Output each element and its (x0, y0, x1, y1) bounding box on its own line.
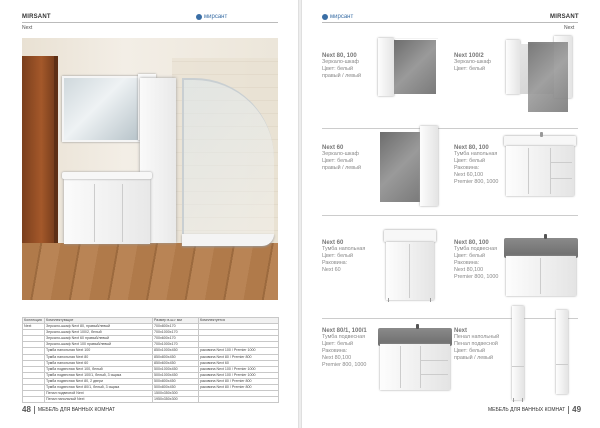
table-cell: раковина Next 100 / Premier 1000 (199, 366, 279, 372)
product-card (322, 145, 361, 172)
table-cell: 1950х350х300 (153, 397, 199, 403)
table-cell: раковина Next 80 / Premier 800 (199, 354, 279, 360)
table-cell: Пенал подвесной Next (45, 391, 153, 397)
product-desc: Next 80,100 (454, 267, 484, 273)
product-desc: Next 60 (322, 267, 341, 273)
logo-icon (196, 14, 202, 20)
table-cell (199, 397, 279, 403)
table-cell: 700х600х170 (153, 336, 199, 342)
table-cell: Зеркало-шкаф Next 60 правый/левый (45, 336, 153, 342)
table-cell: раковина Next 80 / Premier 800 (199, 378, 279, 384)
table-cell: Тумба подвесная Next 100/1, белый, 3 ящика (45, 372, 153, 378)
product-desc: Пенал подвесной (454, 341, 498, 347)
table-cell: 500х1000х450 (153, 366, 199, 372)
product-desc: Тумба подвесная (454, 246, 498, 252)
product-desc: Раковина: (454, 260, 480, 266)
table-cell: Тумба подвесная Next 100, белый (45, 366, 153, 372)
product-desc: Цвет: белый (454, 348, 485, 354)
table-cell: Тумба подвесная Next 80, 2 двери (45, 378, 153, 384)
product-desc: Premier 800, 1000 (454, 274, 499, 280)
table-cell: 700х800х170 (153, 324, 199, 330)
product-desc: Premier 800, 1000 (454, 179, 499, 185)
table-cell: 850х1000х450 (153, 348, 199, 354)
product-desc: Раковина: (322, 348, 348, 354)
table-header: Комплектующие (45, 318, 153, 324)
product-card (454, 240, 498, 281)
product-name: Next 100/2 (454, 53, 484, 59)
product-name: Next 80, 100 (454, 240, 489, 246)
spec-table (22, 317, 279, 403)
table-cell: раковина Next 80 / Premier 800 (199, 385, 279, 391)
header-divider (322, 22, 578, 23)
table-cell: 850х600х450 (153, 360, 199, 366)
table-cell: 500х1000х450 (153, 372, 199, 378)
product-name: Next 80, 100 (322, 53, 357, 59)
product-desc: Тумба подвесная (322, 334, 366, 340)
table-cell: Пенал напольный Next (45, 397, 153, 403)
product-desc: правый / левый (454, 355, 494, 361)
table-cell: Зеркало-шкаф Next 100 правый/левый (45, 342, 153, 348)
tall-cabinet-image (512, 306, 574, 402)
product-desc: Цвет: белый (322, 253, 353, 259)
page-footer-left (22, 405, 115, 414)
left-page (0, 0, 298, 428)
table-cell: 1500х350х300 (153, 391, 199, 397)
row-divider (322, 128, 578, 129)
table-cell: Тумба напольная Next 80 (45, 354, 153, 360)
mirror-cabinet-image (380, 126, 438, 206)
interior-photo (22, 38, 278, 300)
floor-vanity-image (504, 132, 576, 198)
table-cell: 500х800х450 (153, 385, 199, 391)
series-label: Next (22, 25, 33, 31)
product-card (322, 53, 361, 80)
product-name: Next (454, 328, 468, 334)
footer-label: МЕБЕЛЬ ДЛЯ ВАННЫХ КОМНАТ (488, 406, 566, 413)
product-desc: Зеркало-шкаф (454, 59, 491, 65)
table-cell: раковина Next 100 / Premier 1000 (199, 372, 279, 378)
product-name: Next 60 (322, 145, 344, 151)
product-desc: Зеркало-шкаф (322, 151, 359, 157)
product-desc: Цвет: белый (322, 341, 353, 347)
product-desc: Раковина: (322, 260, 348, 266)
product-desc: Premier 800, 1000 (322, 362, 367, 368)
table-cell: раковина Next 100 / Premier 1000 (199, 348, 279, 354)
table-cell: Тумба напольная Next 100 (45, 348, 153, 354)
product-desc: Цвет: белый (322, 66, 353, 72)
table-cell: Тумба напольная Next 60 (45, 360, 153, 366)
table-header: Коллекция (23, 318, 45, 324)
table-cell: Зеркало-шкаф Next 100/2, белый (45, 330, 153, 336)
wall-vanity-image (504, 232, 578, 298)
page-footer-right (488, 405, 581, 414)
product-desc: правый / левый (322, 165, 362, 171)
row-divider (322, 215, 578, 216)
mirror-cabinet-image (378, 36, 440, 98)
table-header: Комплектуется (199, 318, 279, 324)
product-card (454, 145, 498, 186)
product-card (454, 328, 499, 362)
table-cell (23, 397, 45, 403)
product-desc: Next 80,100 (322, 355, 352, 361)
table-row (23, 397, 279, 403)
product-desc: Тумба напольная (322, 246, 366, 252)
product-desc: Цвет: белый (454, 158, 485, 164)
page-number: 48 (22, 405, 31, 414)
table-cell: 850х800х450 (153, 354, 199, 360)
table-cell: раковина Next 60 (199, 360, 279, 366)
product-name: Next 80, 100 (454, 145, 489, 151)
brand-name: MIRSANT (22, 14, 51, 20)
product-desc: правый / левый (322, 73, 362, 79)
brand-logo (196, 14, 227, 20)
table-header: Размер в-ш-г мм (153, 318, 199, 324)
brand-logo (322, 14, 353, 20)
product-card (454, 53, 491, 73)
brand-name: MIRSANT (550, 14, 579, 20)
logo-text: мирсант (204, 14, 228, 20)
product-card (322, 240, 365, 274)
table-cell: Зеркало-шкаф Next 80, правый/левый (45, 324, 153, 330)
product-desc: Next 60,100 (454, 172, 484, 178)
table-cell: Тумба подвесная Next 80/1, белый, 3 ящика (45, 385, 153, 391)
floor-vanity-image (384, 226, 436, 302)
logo-text: мирсант (330, 14, 354, 20)
product-desc: Цвет: белый (454, 66, 485, 72)
product-desc: Пенал напольный (454, 334, 500, 340)
footer-label: МЕБЕЛЬ ДЛЯ ВАННЫХ КОМНАТ (37, 406, 116, 413)
product-name: Next 60 (322, 240, 344, 246)
mirror-cabinet-image (506, 36, 572, 112)
table-cell: Next (23, 324, 45, 330)
product-name: Next 80/1, 100/1 (322, 328, 367, 334)
series-label: Next (564, 25, 575, 31)
product-desc: Тумба напольная (454, 151, 498, 157)
product-desc: Цвет: белый (322, 158, 353, 164)
wall-vanity-image (378, 322, 452, 392)
table-cell: 700х1000х170 (153, 342, 199, 348)
page-number: 49 (572, 405, 582, 414)
product-desc: Цвет: белый (454, 253, 485, 259)
header-divider (22, 22, 278, 23)
table-cell: 700х1000х170 (153, 330, 199, 336)
product-desc: Зеркало-шкаф (322, 59, 359, 65)
logo-icon (322, 14, 328, 20)
product-desc: Раковина: (454, 165, 480, 171)
product-card (322, 328, 367, 369)
table-cell: 500х800х450 (153, 378, 199, 384)
